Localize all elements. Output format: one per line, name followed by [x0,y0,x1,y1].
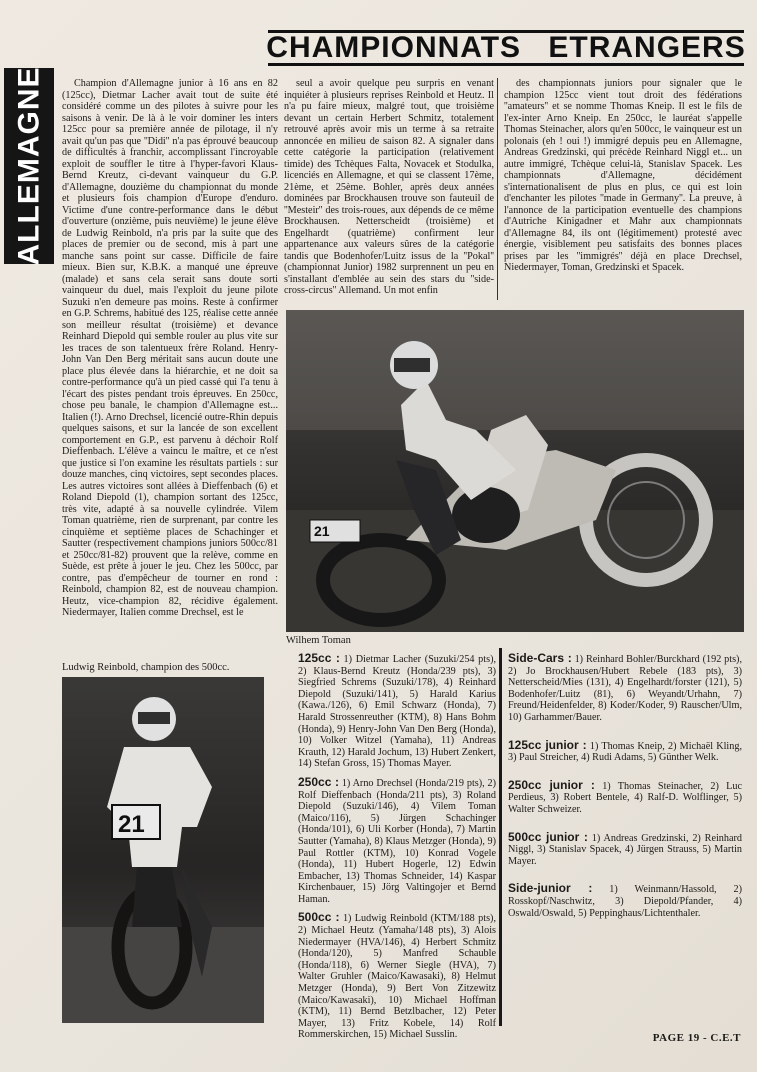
category-results: 1) Reinhard Bohler/Burckhard (192 pts), 2) Jo Brockhausen/Hubert Rebele (183 pts), 3) Netterscheid/Mies (131), 4) Engelhardt/forster (121), 5) Bodenhofer/Luitz (81), 6) Weyandt/Urhahn, 7) Freund/Heidenfelder, 8) Koder/Koder, 9) Rauscher/Ulm, 10) Garhammer/Bauer. [508,654,742,723]
category-results: 1) Dietmar Lacher (Suzuki/254 pts), 2) Klaus-Bernd Kreutz (Honda/239 pts), 3) Siegfried Schrems (Suzuki/178), 4) Reinhard Diepold (Suzuki/141), 5) Harald Karius (Kawa./126), 6) Emil Schwarz (Honda), 7) Harald Strossenreuther (KTM), 8) Hans Bohm (Honda), 9) Henry-John Van Den Berg (Honda), 10) Volker Witzel (Yamaha), 11) Andreas Krauth, 12) Harald Jochum, 13) Hubert Zenkert, 14) Stefan Gross, 15) Thomas Mayer. [298,654,497,770]
results-column-middle [298,651,497,1041]
column-divider [497,78,498,300]
results-side-cars [508,653,742,724]
article-text-3: des championnats juniors pour signaler que le champion 125cc vient tout droit des fédérations ''amateurs'' et se nomme Thomas Kneip. Il est le fils de l'ex-inter Arno Kneip. En 250cc, le lauréat s'appelle Thomas Steinacher, alors qu'en 500cc, le vainqueur est un polonais (eh ! oui !) immigré depuis peu en Allemagne, Andreas Gredzinski, qui précède Reinhard Niggl et... un autre immigré, Tchèque celui-là, Stanislav Spacek. Les championnats d'Allemagne, décidément s'internationalisent de plus en plus, ce qui est loin d'enchanter les pilotes ''made in Germany''. La preuve, à l'annonce de la participation eventuelle des champions d'Autriche Kinigadner et Mahr aux championnats d'Allemagne 84, ils ont (légitimement) protesté avec énergie, visiblement peu satisfaits des bonnes places prises par les ''immigrés'' déjà en place Drechsel, Niedermayer, Toman, Gredzinski et Spacek. [504,78,742,273]
results-125cc-junior [508,737,742,764]
category-label: 125cc junior : [508,737,587,752]
country-tab [4,68,54,264]
results-divider [499,648,502,1026]
country-label: ALLEMAGNE [12,66,45,266]
results-500cc [298,912,496,1041]
rider-illustration [62,677,264,1023]
category-label: 250cc junior : [508,777,595,792]
results-250cc-junior [508,777,742,816]
race-number-main: 21 [314,523,330,539]
article-text-1: Champion d'Allemagne junior à 16 ans en 82 (125cc), Dietmar Lacher avait tout de suite été considéré comme un des pilotes à suivre pour les saisons à venir. De là à le voir dominer les inters 125cc pour sa première année de pilotage, il n'y avait qu'un pas que ''Didi'' n'a pas éprouvé beaucoup de difficultés à franchir, accomplissant l'incroyable exploit de souffler le titre à l'hyper-favori Klaus-Bernd Kreutz, ci-devant vainqueur du G.P. d'Allemagne, douzième du championnat du monde et plusieurs fois champion d'Europe d'enduro. Victime d'une contre-performance dans le début d'ouverture (onzième, puis neuvième) le jeune élève de Ludwig Reinbold, n'a pris par la suite que des places de premier ou de second, mis à part une manche sans point sur casse. Difficile de faire mieux. Bien sur, K.B.K. a manqué une épreuve (malade) et sans cela serait sans doute sorti vainqueur du duel, mais l'exploit du jeune pilote Suzuki n'en demeure pas moins. Reste à confirmer en G.P. Schrems, habitué des 125, réalise cette année son meilleur résultat (troisième) et devance Reinhard Diepold qui semble rouler au plus vite sur les traces de son talentueux frère Roland. Henry-John Van Den Berg méritait sans aucun doute une place plus élevée dans la hiérarchie, et ne doit sa contre-performance qu'à un pied cassé qui l'a tenu à l'écart des pistes pendant trois épreuves. En 250cc, chose peu banale, le champion d'Allemagne est... Italien (!). Arno Drechsel, licencié outre-Rhin depuis quelques saisons, et sur la lancée de son excellent comportement en G.P., est parvenu à déchoir Rolf Dieffenbach. L'élève a vaincu le maître, et ce n'est que justice si l'on examine les résultats partiels : sur douze manches, cinq victoires, sept secondes places. Les autres victoires sont allées à Dieffenbach (6) et Roland Diepold (1), champion sortant des 125cc, très vite, adapté à sa nouvelle cylindrée. Vilem Toman quatrième, rien de surprenant, par contre les cinquième et septième places de Schachinger et Sautter (respectivement champions juniors 500cc/81 et 250cc/81-82) prouvent que la relève, comme en Suède, est prête à jouer le jeu. Chez les 500cc, par contre, pas d'empêcheur de tourner en rond : Reinbold, champion 82, est de nouveau champion. Heutz, vice-champion 82, récidive également. Niedermayer, Italien comme Drechsel, est le [62,78,278,618]
category-label: Side-junior : [508,881,593,896]
motocross-photo-reinbold [62,677,264,1023]
page-number: PAGE 19 - C.E.T [652,1032,741,1044]
category-label: 125cc : [298,651,340,665]
results-250cc [298,774,496,906]
article-column-2 [284,78,494,300]
results-500cc-junior [508,829,742,868]
category-label: Side-Cars : [508,651,572,665]
motocross-jump-illustration [286,310,744,632]
article-column-1 [62,78,278,634]
category-results: 1) Andreas Gredzinski, 2) Reinhard Niggl, 3) Stanislav Spacek, 4) Jürgen Strauss, 5) Martin Mayer. [508,832,742,867]
race-number-left: 21 [118,811,145,838]
results-column-right [508,653,742,1013]
category-results: 1) Thomas Steinacher, 2) Luc Perdieus, 3) Robert Bentele, 4) Ralf-D. Wolflinger, 5) Walter Schweizer. [508,780,742,815]
article-column-3 [504,78,742,300]
article-text-2: seul a avoir quelque peu surpris en venant inquiéter à plusieurs reprises Reinbold et Heutz. Il n'a pu faire mieux, malgré tout, que troisième devant un certain Herbert Schmitz, totalement retrouvé après avoir mis un terme à sa retraite annoncée en milieu de saison 82. A signaler dans cette catégorie la participation (relativement timide) des Tchèques Falta, Novacek et Stodulka, licenciés en Allemagne, et qui se classent 17ème, 21ème, et 25ème. Bohler, après deux années dominées par Brockhausen trouve son fauteuil de ''Mesteir'' des trois-roues, aux dépends de ce même Brockhausen. Netterscheidt (troisième) et Engelhardt (quatrième) confirment leur appartenance aux valeurs sûres de la catégorie tandis que Bodenhofer/Luitz issus de la ''Pokal'' (championnat Junior) 1982 surprennent un peu en s'installant d'emblée au sein des stars du ''side-cross-circus'' Allemand. Un mot enfin [284,78,494,296]
category-results: 1) Arno Drechsel (Honda/219 pts), 2) Rolf Dieffenbach (Honda/211 pts), 3) Roland Diepold (Suzuki/146), 4) Vilem Toman (Maico/116), 5) Jürgen Schachinger (Honda/101), 6) Uli Korber (Honda), 7) Martin Sautter (Yamaha), 8) Klaus Metzger (Honda), 9) Paul Rottler (KTM), 10) Konrad Vogele (Honda), 11) Hubert Hogerle, 12) Edwin Embacher, 13) Thomas Schneider, 14) Kaspar Kirchenbauer, 15) Jörg Valtingojer et Bernd Haman. [298,777,496,905]
page-title: CHAMPIONNATS ETRANGERS [266,31,746,64]
category-results: 1) Thomas Kneip, 2) Michaël Kling, 3) Paul Streicher, 4) Rudi Adams, 5) Günther Welk. [508,740,742,764]
results-side-junior [508,883,742,919]
results-125cc [298,653,496,770]
motocross-photo-toman [286,310,744,632]
main-photo-caption: Wilhem Toman [286,635,351,646]
category-results: 1) Weinmann/Hassold, 2) Rosskopf/Naschwitz, 3) Diepold/Pfander, 4) Oswald/Oswald, 5) Peppinghaus/Lichtenthaler. [508,884,743,919]
page-header [268,30,744,66]
category-label: 500cc : [298,910,340,925]
left-photo-caption: Ludwig Reinbold, champion des 500cc. [62,662,230,673]
category-results: 1) Ludwig Reinbold (KTM/188 pts), 2) Michael Heutz (Yamaha/148 pts), 3) Alois Niedermayer (HVA/146), 4) Herbert Schmitz (Honda/120), 5) Manfred Schauble (Honda/118), 6) Werner Siegle (HVA), 7) Walter Gruhler (Maico/Kawasaki), 8) Helmut Metzger (Honda), 9) Bert Von Zitzewitz (Maico/Kawasaki), 10) Michael Hoffman (KTM), 11) Bernd Betzlbacher, 12) Peter Mayer, 13) Fritz Kobele, 14) Rolf Rommerskirchen, 15) Michael Susslin. [298,913,496,1041]
category-label: 250cc : [298,774,339,789]
category-label: 500cc junior : [508,829,588,844]
